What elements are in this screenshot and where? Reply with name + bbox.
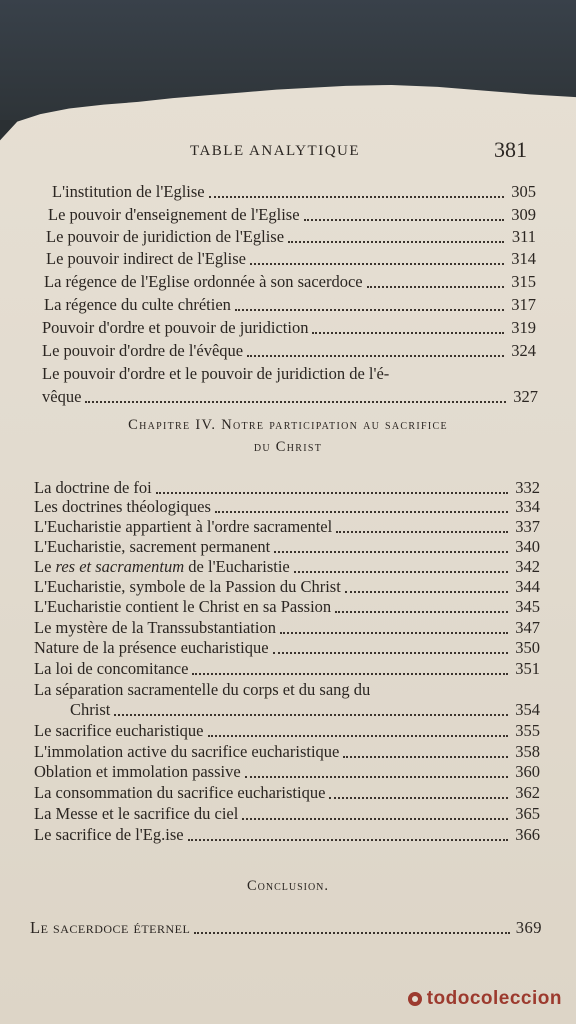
toc-entry	[42, 387, 538, 407]
toc-entry	[42, 341, 536, 361]
entry-title: La loi de concomitance	[34, 659, 189, 678]
leader-dots	[273, 651, 508, 654]
toc-entry	[34, 537, 540, 557]
entry-page: 366	[515, 825, 540, 844]
toc-entry	[34, 742, 540, 762]
entry-title: L'Eucharistie, symbole de la Passion du Christ	[34, 577, 341, 596]
entry-page: 354	[515, 700, 540, 719]
leader-dots	[156, 491, 508, 494]
entry-title: L'Eucharistie appartient à l'ordre sacramentel	[34, 517, 333, 536]
watermark-logo-icon	[407, 991, 423, 1007]
entry-title: Le sacrifice de l'Eg.ise	[34, 825, 184, 844]
entry-page: 355	[515, 721, 540, 740]
entry-title: Le sacrifice eucharistique	[34, 721, 204, 740]
entry-title: La Messe et le sacrifice du ciel	[34, 804, 239, 823]
entry-page: 351	[515, 659, 540, 678]
leader-dots	[250, 262, 504, 265]
toc-entry-conclusion	[30, 918, 542, 938]
toc-entry	[34, 659, 540, 679]
chapter-heading	[48, 414, 528, 458]
entry-title: Le res et sacramentum de l'Eucharistie	[34, 557, 290, 576]
entry-title: Le mystère de la Transsubstantiation	[34, 618, 276, 637]
toc-entry	[34, 825, 540, 845]
chapter-heading-line1: Chapitre IV. Notre participation au sacrifice	[128, 417, 448, 433]
leader-dots	[294, 570, 508, 573]
entry-page: 365	[515, 804, 540, 823]
entry-title: Pouvoir d'ordre et pouvoir de juridiction	[42, 318, 309, 337]
entry-page: 344	[515, 577, 540, 596]
toc-entry	[34, 478, 540, 498]
chapter-heading-line2: du Christ	[253, 439, 323, 455]
leader-dots	[247, 354, 504, 357]
leader-dots	[209, 195, 504, 198]
watermark-text: todocoleccion	[426, 988, 562, 1009]
entry-title: Oblation et immolation passive	[34, 762, 241, 781]
entry-page: 362	[515, 783, 540, 802]
leader-dots	[329, 796, 508, 799]
toc-entry	[46, 249, 536, 269]
leader-dots	[280, 631, 508, 634]
entry-page: 334	[515, 497, 540, 516]
entry-page: 332	[515, 478, 540, 497]
leader-dots	[367, 285, 504, 288]
entry-title: Le pouvoir indirect de l'Eglise	[46, 249, 246, 268]
entry-page: 340	[515, 537, 540, 556]
toc-entry	[48, 205, 536, 225]
leader-dots	[343, 755, 508, 758]
leader-dots	[336, 530, 508, 533]
toc-entry	[52, 182, 536, 202]
leader-dots	[245, 775, 508, 778]
entry-title: La régence du culte chrétien	[44, 295, 231, 314]
page-number: 381	[494, 137, 527, 162]
leader-dots	[192, 672, 508, 675]
running-head: TABLE ANALYTIQUE	[190, 143, 361, 159]
entry-title: Christ	[70, 700, 111, 719]
entry-title: La consommation du sacrifice eucharistique	[34, 783, 326, 802]
toc-entry	[34, 804, 540, 824]
entry-page: 350	[515, 638, 540, 657]
entry-title: Le pouvoir d'ordre de l'évêque	[42, 341, 244, 360]
leader-dots	[335, 610, 508, 613]
toc-entry	[34, 597, 540, 617]
toc-entry	[34, 497, 540, 517]
entry-page: 337	[515, 517, 540, 536]
toc-entry	[46, 227, 536, 247]
toc-entry-wrapped-line1: Le pouvoir d'ordre et le pouvoir de juridiction de l'é-	[42, 364, 390, 383]
toc-entry-wrapped-line1: La séparation sacramentelle du corps et du sang du	[34, 680, 371, 699]
leader-dots	[188, 838, 508, 841]
toc-entry	[34, 762, 540, 782]
entry-title: Le pouvoir de juridiction de l'Eglise	[46, 227, 285, 246]
entry-title: La doctrine de foi	[34, 478, 152, 497]
entry-page: 342	[515, 557, 540, 576]
leader-dots	[304, 218, 504, 221]
toc-entry	[44, 295, 536, 315]
entry-title: Les doctrines théologiques	[34, 497, 211, 516]
entry-page: 358	[515, 742, 540, 761]
entry-page: 315	[511, 272, 536, 291]
entry-page: 311	[511, 227, 536, 246]
leader-dots	[288, 240, 504, 243]
entry-title: L'Eucharistie, sacrement permanent	[34, 537, 271, 556]
entry-title: L'immolation active du sacrifice eucharistique	[34, 742, 340, 761]
leader-dots	[242, 817, 508, 820]
toc-entry	[34, 618, 540, 638]
toc-entry	[34, 638, 540, 658]
toc-entry	[70, 700, 540, 720]
toc-entry	[34, 557, 540, 577]
entry-page: 317	[511, 295, 536, 314]
entry-page: 309	[511, 205, 536, 224]
toc-entry	[34, 577, 540, 597]
leader-dots	[85, 400, 506, 403]
entry-title: L'institution de l'Eglise	[52, 182, 205, 201]
watermark	[407, 988, 562, 1010]
toc-entry	[44, 272, 536, 292]
toc-entry	[34, 783, 540, 803]
entry-page: 347	[515, 618, 540, 637]
entry-page: 327	[513, 387, 538, 406]
leader-dots	[114, 713, 508, 716]
leader-dots	[194, 931, 510, 934]
entry-title: Nature de la présence eucharistique	[34, 638, 269, 657]
leader-dots	[215, 510, 508, 513]
entry-title-italic: res et sacramentum	[55, 557, 185, 576]
entry-title: Le pouvoir d'enseignement de l'Eglise	[48, 205, 300, 224]
entry-page: 305	[511, 182, 536, 201]
entry-title: vêque	[42, 387, 82, 406]
leader-dots	[235, 308, 504, 311]
entry-page: 324	[511, 341, 536, 360]
toc-entry	[34, 721, 540, 741]
leader-dots	[208, 734, 509, 737]
entry-page: 360	[515, 762, 540, 781]
toc-entry	[42, 318, 536, 338]
leader-dots	[345, 590, 508, 593]
entry-page: 369	[515, 918, 542, 937]
entry-page: 345	[515, 597, 540, 616]
entry-page: 314	[511, 249, 536, 268]
toc-entry	[34, 517, 540, 537]
conclusion-heading: Conclusion.	[246, 878, 330, 894]
entry-title: L'Eucharistie contient le Christ en sa Passion	[34, 597, 332, 616]
entry-page: 319	[511, 318, 536, 337]
entry-title: Le sacerdoce éternel	[30, 918, 191, 937]
entry-title: La régence de l'Eglise ordonnée à son sacerdoce	[44, 272, 363, 291]
leader-dots	[312, 331, 504, 334]
leader-dots	[274, 550, 508, 553]
